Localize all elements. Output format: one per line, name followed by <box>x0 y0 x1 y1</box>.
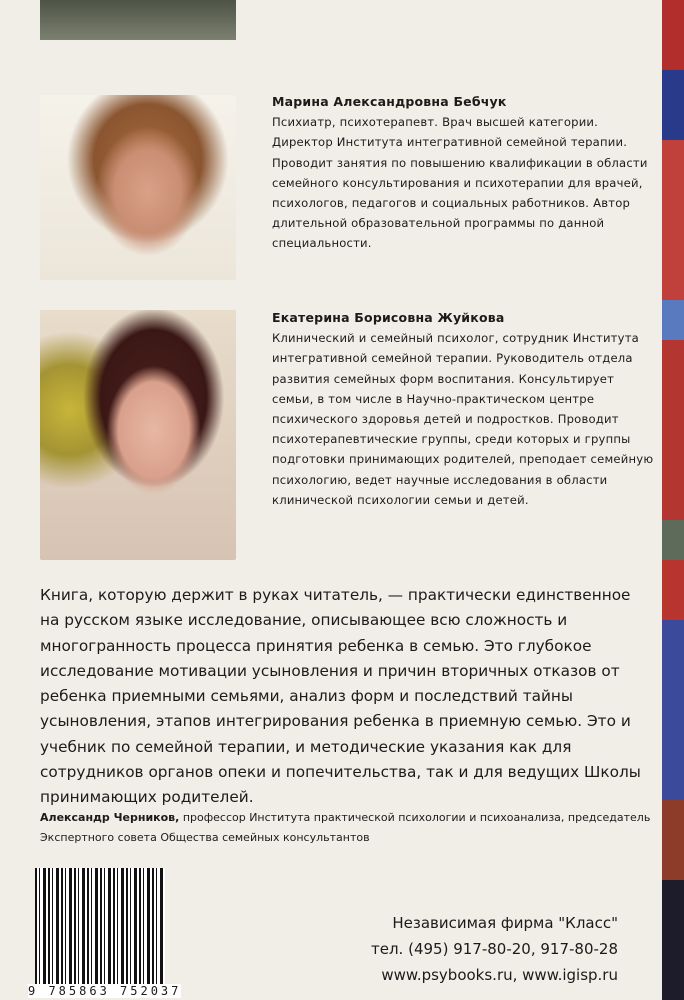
author1-name: Марина Александровна Бебчук <box>272 94 507 109</box>
barcode <box>35 868 165 988</box>
author2-photo <box>40 310 236 560</box>
review-author: Александр Черников, <box>40 811 180 824</box>
author2-bio: Клинический и семейный психолог, сотрудник Института интегративной семейной терапии. Руководитель отдела развития семейных форм воспитания. Консультирует семьи, в том числе в Научно-практическом центре психического здоровья детей и подростков. Проводит психотерапевтические группы, среди которых и группы подготовки принимающих родителей, преподает семейную психологию, ведет научные исследования в области клинической психологии семьи и детей. <box>272 331 654 507</box>
spine-edge <box>662 0 684 1000</box>
review <box>40 808 660 848</box>
publisher-name: Независимая фирма "Класс" <box>392 914 618 932</box>
author1-photo <box>40 95 236 280</box>
isbn-number: 9 785863 752037 <box>28 984 182 998</box>
book-description: Книга, которую держит в руках читатель, — практически единственное на русском языке исследование, описывающее всю сложность и многогранность процесса принятия ребенка в семью. Это глубокое исследование мотивации усыновления и причин вторичных отказов от ребенка приемными семьями, анализ форм и последствий тайны усыновления, этапов интегрирования ребенка в приемную семью. Это и учебник по семейной терапии, и методические указания как для сотрудников органов опеки и попечительства, так и для ведущих Школы принимающих родителей. <box>40 586 641 807</box>
author2-name: Екатерина Борисовна Жуйкова <box>272 310 505 325</box>
publisher-phone: тел. (495) 917-80-20, 917-80-28 <box>371 940 618 958</box>
publisher-info <box>371 910 618 988</box>
review-text: профессор Института практической психологии и психоанализа, председатель Экспертного совета Общества семейных консультантов <box>40 811 651 844</box>
author1-section <box>272 92 657 254</box>
author1-bio: Психиатр, психотерапевт. Врач высшей категории. Директор Института интегративной семейной терапии. Проводит занятия по повышению квалификации в области семейного консультирования и психотерапии для врачей, психологов, педагогов и социальных работников. Автор длительной образовательной программы по данной специальности. <box>272 115 648 251</box>
cover-top-block <box>40 0 236 40</box>
publisher-web: www.psybooks.ru, www.igisp.ru <box>381 966 618 984</box>
author2-section <box>272 308 657 510</box>
